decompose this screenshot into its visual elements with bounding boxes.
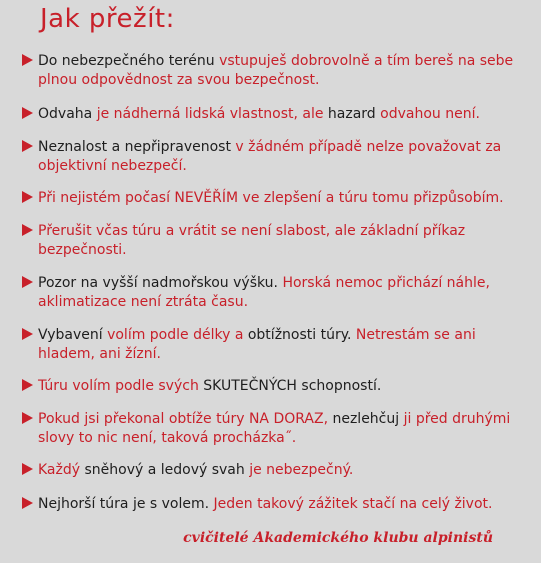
rule-text	[22, 461, 530, 480]
rule-text-segment: Netrestám se ani hladem, ani žízní.	[38, 327, 476, 362]
rule-text-segment: je nádherná lidská vlastnost, ale	[96, 106, 328, 122]
triangle-bullet-icon	[22, 107, 33, 119]
rule-text-segment: hazard	[327, 106, 381, 122]
triangle-bullet-icon	[22, 328, 33, 340]
rule-text-segment: Nejhorší túra je s volem.	[38, 496, 214, 512]
triangle-bullet-icon	[22, 191, 33, 203]
rule-text	[22, 274, 530, 312]
rule-text-segment: Jeden takový zážitek stačí na celý život.	[213, 496, 493, 512]
rule-text-segment: odvahou není.	[380, 106, 480, 122]
rule-text-segment: Každý	[38, 462, 85, 478]
rule-text	[22, 410, 530, 448]
page-title: Jak přežít:	[40, 4, 175, 34]
rule-text	[22, 138, 530, 176]
triangle-bullet-icon	[22, 379, 33, 391]
rule-item	[22, 495, 530, 514]
rule-text-segment: Túru volím podle svých	[38, 378, 204, 394]
rule-text	[22, 495, 530, 514]
rule-text	[22, 105, 530, 124]
triangle-bullet-icon	[22, 140, 33, 152]
rule-text	[22, 189, 530, 208]
rule-item	[22, 52, 530, 90]
rule-text-segment: Vybavení	[38, 327, 108, 343]
rule-text-segment: Odvaha	[38, 106, 97, 122]
rule-text-segment: Neznalost a nepřipravenost	[38, 139, 236, 155]
rule-item	[22, 326, 530, 364]
rule-text	[22, 377, 530, 396]
rule-item	[22, 461, 530, 480]
rule-text-segment: obtížnosti túry.	[247, 327, 356, 343]
rule-item	[22, 377, 530, 396]
rule-text-segment: Horská nemoc přichází náhle, aklimatizace není ztráta času.	[38, 275, 490, 310]
triangle-bullet-icon	[22, 54, 33, 66]
triangle-bullet-icon	[22, 276, 33, 288]
triangle-bullet-icon	[22, 463, 33, 475]
rule-text-segment: vstupuješ dobrovolně a tím bereš na sebe plnou odpovědnost za svou bezpečnost.	[38, 53, 514, 88]
rule-text-segment: schopností.	[301, 378, 382, 394]
rule-text-segment: NA DORAZ,	[248, 411, 333, 427]
rule-text	[22, 326, 530, 364]
rule-text	[22, 52, 530, 90]
rule-text	[22, 222, 530, 260]
rule-text-segment: NEVĚŘÍM	[174, 190, 243, 206]
rule-text-segment: volím podle délky a	[107, 327, 248, 343]
rule-text-segment: Přerušit včas túru a vrátit se není slabost, ale základní příkaz bezpečnosti.	[38, 223, 466, 258]
rule-text-segment: je nebezpečný.	[249, 462, 354, 478]
rule-text-segment: SKUTEČNÝCH	[203, 378, 302, 394]
rule-text-segment: Do nebezpečného terénu	[38, 53, 220, 69]
rule-text-segment: ji před druhými slovy to nic není, taková procházka˝.	[38, 411, 511, 446]
rule-item	[22, 222, 530, 260]
rule-text-segment: ve zlepšení a túru tomu přizpůsobím.	[242, 190, 504, 206]
signature: cvičitelé Akademického klubu alpinistů	[183, 530, 493, 546]
rule-item	[22, 138, 530, 176]
rule-text-segment: nezlehčuj	[332, 411, 404, 427]
rule-text-segment: Pozor na vyšší nadmořskou výšku.	[38, 275, 283, 291]
triangle-bullet-icon	[22, 497, 33, 509]
rule-item	[22, 274, 530, 312]
rule-text-segment: sněhový a ledový svah	[84, 462, 250, 478]
triangle-bullet-icon	[22, 412, 33, 424]
triangle-bullet-icon	[22, 224, 33, 236]
rule-item	[22, 105, 530, 124]
rule-text-segment: Při nejistém počasí	[38, 190, 175, 206]
rule-item	[22, 189, 530, 208]
rule-item	[22, 410, 530, 448]
rule-text-segment: v žádném případě nelze považovat za objektivní nebezpečí.	[38, 139, 502, 174]
rule-text-segment: Pokud jsi překonal obtíže túry	[38, 411, 249, 427]
